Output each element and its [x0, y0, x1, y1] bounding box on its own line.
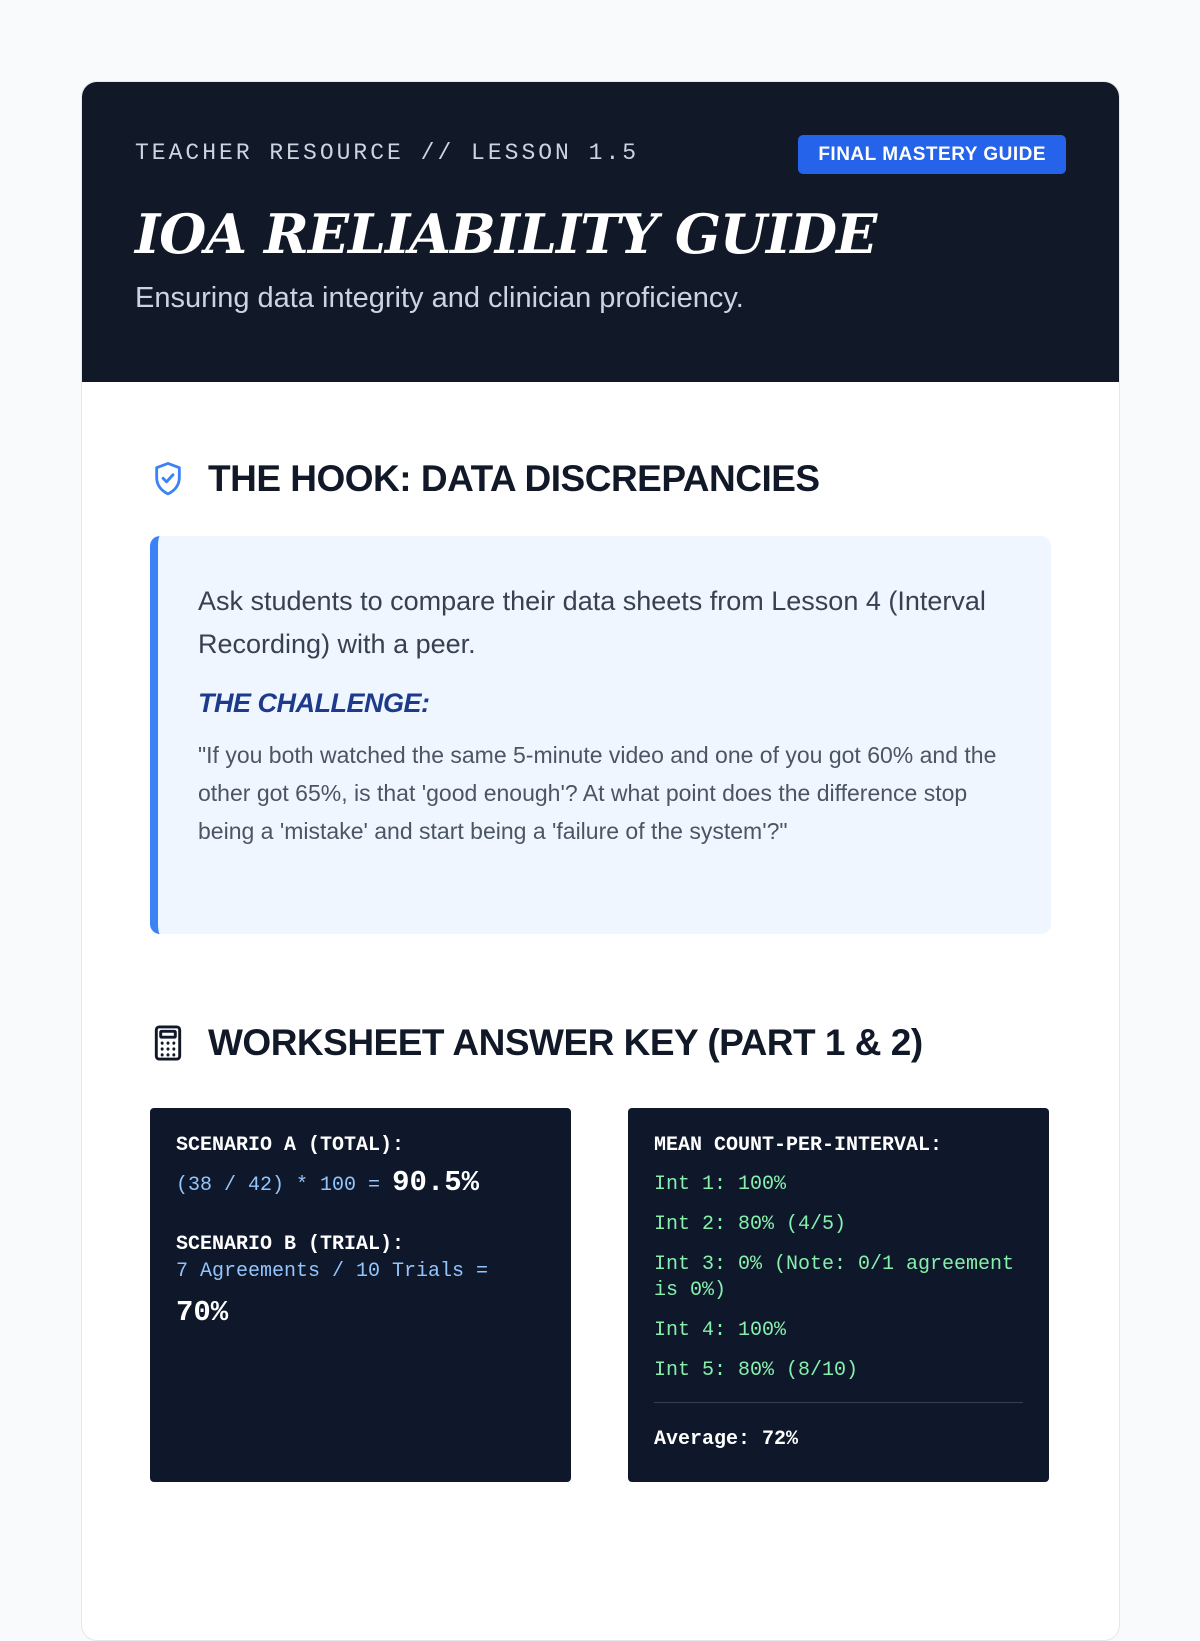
interval-list — [654, 1172, 1023, 1384]
interval-item: Int 1: 100% — [654, 1173, 787, 1196]
hook-callout — [150, 536, 1051, 934]
shield-check-icon — [150, 459, 186, 499]
interval-item: Int 2: 80% (4/5) — [654, 1213, 847, 1236]
answer-key-grid — [150, 1108, 1051, 1482]
mastery-badge: FINAL MASTERY GUIDE — [798, 135, 1066, 174]
interval-item: Int 4: 100% — [654, 1319, 787, 1342]
answer-key-heading: WORKSHEET ANSWER KEY (PART 1 & 2) — [208, 1022, 923, 1063]
interval-label: MEAN COUNT-PER-INTERVAL: — [654, 1134, 943, 1157]
eyebrow-text: TEACHER RESOURCE // LESSON 1.5 — [135, 140, 640, 166]
average-result: Average: 72% — [654, 1428, 799, 1451]
scenario-b-formula: 7 Agreements / 10 Trials = — [176, 1260, 489, 1283]
scenario-a-formula: (38 / 42) * 100 = — [176, 1174, 381, 1197]
guide-card — [81, 81, 1120, 1641]
scenario-b-label: SCENARIO B (TRIAL): — [176, 1233, 405, 1256]
guide-content — [82, 382, 1119, 1482]
calculator-icon — [150, 1023, 186, 1063]
scenario-a-label: SCENARIO A (TOTAL): — [176, 1134, 405, 1157]
hook-section-header — [150, 454, 1051, 504]
divider — [654, 1402, 1023, 1403]
challenge-label: THE CHALLENGE: — [198, 688, 430, 718]
scenario-b-result: 70% — [176, 1296, 229, 1329]
guide-header — [82, 82, 1119, 382]
scenario-answers-box — [150, 1108, 571, 1482]
scenario-a-line — [176, 1166, 545, 1199]
hook-heading: THE HOOK: DATA DISCREPANCIES — [208, 458, 820, 499]
interval-item: Int 5: 80% (8/10) — [654, 1359, 859, 1382]
page-title: IOA RELIABILITY GUIDE — [135, 202, 877, 266]
page-subtitle: Ensuring data integrity and clinician proficiency. — [135, 282, 744, 314]
interval-answers-box — [628, 1108, 1049, 1482]
scenario-a-result: 90.5% — [392, 1166, 480, 1199]
interval-item: Int 3: 0% (Note: 0/1 agreement is 0%) — [654, 1253, 1015, 1302]
hook-intro-text: Ask students to compare their data sheets from Lesson 4 (Interval Recording) with a peer. — [198, 586, 986, 659]
answer-key-section-header — [150, 1018, 1051, 1068]
challenge-quote: "If you both watched the same 5-minute video and one of you got 60% and the other got 65%, is that 'good enough'? At what point does the difference stop being a 'mistake' and start being a 'failure of the system'?" — [198, 742, 997, 844]
